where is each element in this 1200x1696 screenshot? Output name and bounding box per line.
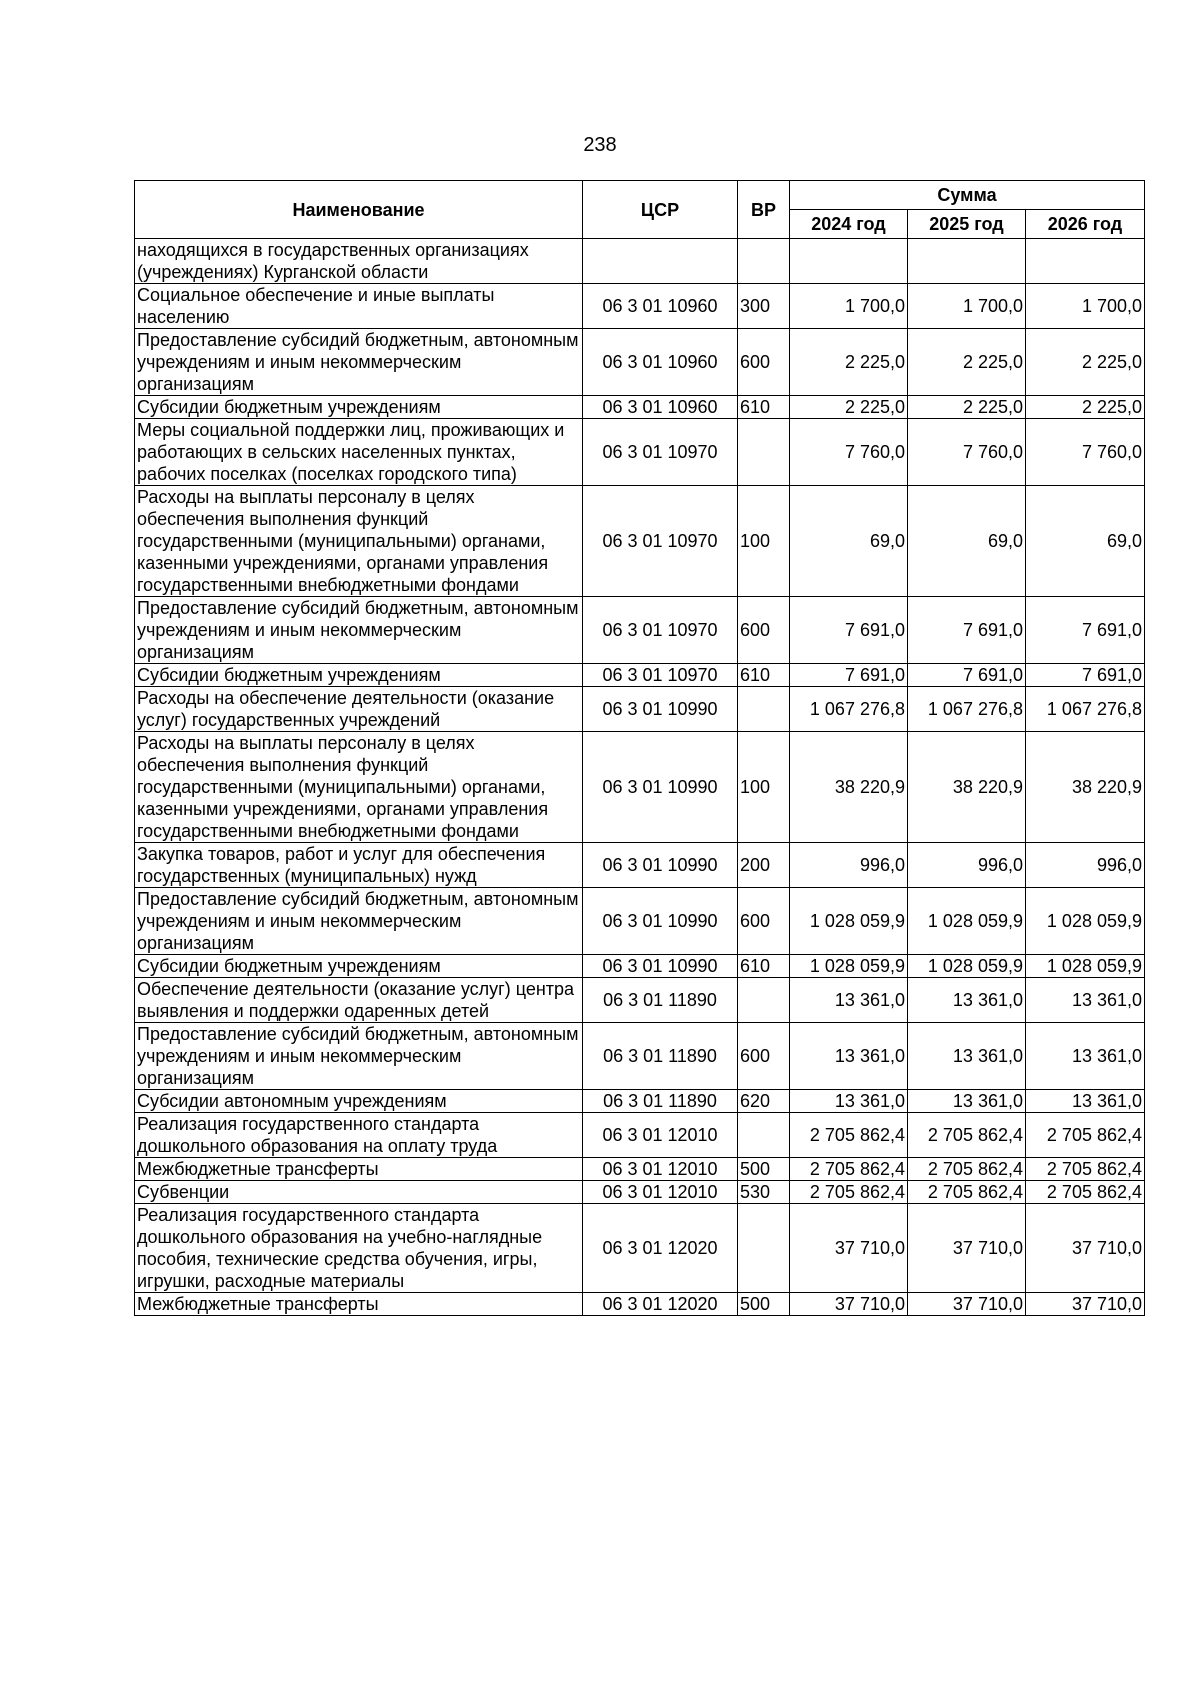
cell-vr: 600 [738,888,790,955]
header-year-2024: 2024 год [790,210,908,239]
cell-2024 [790,239,908,284]
cell-csr: 06 3 01 12010 [583,1113,738,1158]
table-row [135,843,1145,888]
cell-2026: 37 710,0 [1026,1204,1145,1293]
cell-vr: 600 [738,329,790,396]
cell-2024: 7 691,0 [790,597,908,664]
cell-2025: 7 760,0 [908,419,1026,486]
cell-vr [738,687,790,732]
table-row [135,329,1145,396]
cell-name: Предоставление субсидий бюджетным, автономным учреждениям и иным некоммерческим организациям [135,1023,583,1090]
cell-name: Межбюджетные трансферты [135,1158,583,1181]
cell-2026: 7 760,0 [1026,419,1145,486]
cell-2024: 1 028 059,9 [790,955,908,978]
header-sum: Сумма [790,181,1145,210]
cell-vr [738,419,790,486]
cell-vr: 500 [738,1158,790,1181]
cell-2026: 2 705 862,4 [1026,1181,1145,1204]
cell-2026: 1 067 276,8 [1026,687,1145,732]
cell-name: Предоставление субсидий бюджетным, автономным учреждениям и иным некоммерческим организациям [135,597,583,664]
table-row [135,978,1145,1023]
cell-2026: 2 225,0 [1026,396,1145,419]
cell-vr [738,1204,790,1293]
cell-name: Субвенции [135,1181,583,1204]
budget-table [134,180,1145,1316]
cell-2026: 13 361,0 [1026,1023,1145,1090]
cell-2025: 1 700,0 [908,284,1026,329]
cell-2025: 2 705 862,4 [908,1181,1026,1204]
cell-name: Субсидии бюджетным учреждениям [135,664,583,687]
cell-2026: 69,0 [1026,486,1145,597]
cell-2024: 1 700,0 [790,284,908,329]
cell-csr [583,239,738,284]
cell-2024: 13 361,0 [790,1023,908,1090]
cell-2026: 2 705 862,4 [1026,1113,1145,1158]
cell-2025: 2 705 862,4 [908,1113,1026,1158]
cell-2025: 69,0 [908,486,1026,597]
cell-2025: 2 225,0 [908,329,1026,396]
cell-name: Расходы на обеспечение деятельности (оказание услуг) государственных учреждений [135,687,583,732]
cell-csr: 06 3 01 10990 [583,843,738,888]
cell-2025: 7 691,0 [908,664,1026,687]
table-row [135,1158,1145,1181]
cell-2025: 13 361,0 [908,1090,1026,1113]
cell-vr: 600 [738,597,790,664]
cell-vr: 300 [738,284,790,329]
cell-2024: 69,0 [790,486,908,597]
cell-csr: 06 3 01 12020 [583,1293,738,1316]
cell-csr: 06 3 01 10990 [583,955,738,978]
cell-csr: 06 3 01 10990 [583,687,738,732]
cell-csr: 06 3 01 11890 [583,1023,738,1090]
table-row [135,1293,1145,1316]
cell-2026 [1026,239,1145,284]
cell-2025 [908,239,1026,284]
table-row [135,1023,1145,1090]
cell-vr: 600 [738,1023,790,1090]
cell-2024: 37 710,0 [790,1204,908,1293]
cell-name: находящихся в государственных организациях (учреждениях) Курганской области [135,239,583,284]
cell-vr: 620 [738,1090,790,1113]
cell-2024: 1 028 059,9 [790,888,908,955]
cell-vr: 100 [738,732,790,843]
cell-csr: 06 3 01 10960 [583,329,738,396]
cell-csr: 06 3 01 10970 [583,664,738,687]
table-body [135,239,1145,1316]
cell-2024: 7 760,0 [790,419,908,486]
cell-vr [738,978,790,1023]
cell-2026: 2 225,0 [1026,329,1145,396]
cell-2024: 2 705 862,4 [790,1158,908,1181]
table-row [135,955,1145,978]
cell-2026: 2 705 862,4 [1026,1158,1145,1181]
cell-2026: 13 361,0 [1026,1090,1145,1113]
header-year-2025: 2025 год [908,210,1026,239]
cell-vr: 200 [738,843,790,888]
table-row [135,486,1145,597]
header-name: Наименование [135,181,583,239]
cell-2025: 1 028 059,9 [908,955,1026,978]
cell-name: Реализация государственного стандарта дошкольного образования на оплату труда [135,1113,583,1158]
cell-2024: 38 220,9 [790,732,908,843]
cell-2024: 7 691,0 [790,664,908,687]
cell-2026: 7 691,0 [1026,597,1145,664]
cell-2026: 38 220,9 [1026,732,1145,843]
cell-vr: 610 [738,955,790,978]
cell-2025: 37 710,0 [908,1204,1026,1293]
cell-2024: 37 710,0 [790,1293,908,1316]
cell-name: Закупка товаров, работ и услуг для обеспечения государственных (муниципальных) нужд [135,843,583,888]
cell-csr: 06 3 01 12010 [583,1181,738,1204]
cell-2024: 2 705 862,4 [790,1113,908,1158]
cell-2025: 996,0 [908,843,1026,888]
cell-vr [738,1113,790,1158]
header-csr: ЦСР [583,181,738,239]
cell-csr: 06 3 01 12010 [583,1158,738,1181]
cell-vr [738,239,790,284]
table-row [135,1113,1145,1158]
cell-name: Предоставление субсидий бюджетным, автономным учреждениям и иным некоммерческим организациям [135,888,583,955]
cell-2025: 37 710,0 [908,1293,1026,1316]
cell-csr: 06 3 01 12020 [583,1204,738,1293]
cell-csr: 06 3 01 10970 [583,419,738,486]
cell-2025: 13 361,0 [908,978,1026,1023]
cell-2025: 13 361,0 [908,1023,1026,1090]
cell-csr: 06 3 01 10960 [583,284,738,329]
table-row [135,1181,1145,1204]
cell-2024: 2 705 862,4 [790,1181,908,1204]
cell-2026: 1 700,0 [1026,284,1145,329]
cell-name: Меры социальной поддержки лиц, проживающих и работающих в сельских населенных пунктах, рабочих поселках (поселках городского типа) [135,419,583,486]
cell-name: Расходы на выплаты персоналу в целях обеспечения выполнения функций государственными (муниципальными) органами, казенными учреждениями, органами управления государственными внебюджетными фондами [135,732,583,843]
cell-2024: 13 361,0 [790,1090,908,1113]
cell-csr: 06 3 01 10970 [583,597,738,664]
cell-vr: 530 [738,1181,790,1204]
cell-name: Субсидии бюджетным учреждениям [135,955,583,978]
cell-name: Расходы на выплаты персоналу в целях обеспечения выполнения функций государственными (муниципальными) органами, казенными учреждениями, органами управления государственными внебюджетными фондами [135,486,583,597]
page-number: 238 [583,134,617,156]
cell-2024: 13 361,0 [790,978,908,1023]
cell-vr: 610 [738,664,790,687]
cell-2025: 7 691,0 [908,597,1026,664]
table-row [135,419,1145,486]
cell-name: Межбюджетные трансферты [135,1293,583,1316]
cell-2025: 2 225,0 [908,396,1026,419]
cell-csr: 06 3 01 10960 [583,396,738,419]
cell-2026: 37 710,0 [1026,1293,1145,1316]
cell-2025: 1 067 276,8 [908,687,1026,732]
cell-name: Обеспечение деятельности (оказание услуг) центра выявления и поддержки одаренных детей [135,978,583,1023]
table-row [135,888,1145,955]
cell-2026: 996,0 [1026,843,1145,888]
cell-name: Субсидии автономным учреждениям [135,1090,583,1113]
cell-2025: 2 705 862,4 [908,1158,1026,1181]
table-row [135,1204,1145,1293]
cell-2026: 1 028 059,9 [1026,955,1145,978]
table-row [135,1090,1145,1113]
table-row [135,664,1145,687]
table-row [135,597,1145,664]
cell-vr: 100 [738,486,790,597]
table-row [135,687,1145,732]
cell-csr: 06 3 01 11890 [583,978,738,1023]
cell-vr: 500 [738,1293,790,1316]
cell-name: Реализация государственного стандарта дошкольного образования на учебно-наглядные пособия, технические средства обучения, игры, игрушки, расходные материалы [135,1204,583,1293]
cell-2024: 2 225,0 [790,396,908,419]
table-row [135,239,1145,284]
cell-csr: 06 3 01 10970 [583,486,738,597]
cell-2026: 1 028 059,9 [1026,888,1145,955]
cell-2024: 2 225,0 [790,329,908,396]
cell-2024: 996,0 [790,843,908,888]
cell-2025: 1 028 059,9 [908,888,1026,955]
cell-2026: 7 691,0 [1026,664,1145,687]
cell-name: Предоставление субсидий бюджетным, автономным учреждениям и иным некоммерческим организациям [135,329,583,396]
cell-csr: 06 3 01 10990 [583,888,738,955]
cell-2025: 38 220,9 [908,732,1026,843]
cell-csr: 06 3 01 11890 [583,1090,738,1113]
header-vr: ВР [738,181,790,239]
table-row [135,284,1145,329]
table-row [135,396,1145,419]
cell-2024: 1 067 276,8 [790,687,908,732]
cell-vr: 610 [738,396,790,419]
table-row [135,732,1145,843]
cell-2026: 13 361,0 [1026,978,1145,1023]
header-year-2026: 2026 год [1026,210,1145,239]
cell-name: Субсидии бюджетным учреждениям [135,396,583,419]
cell-name: Социальное обеспечение и иные выплаты населению [135,284,583,329]
cell-csr: 06 3 01 10990 [583,732,738,843]
